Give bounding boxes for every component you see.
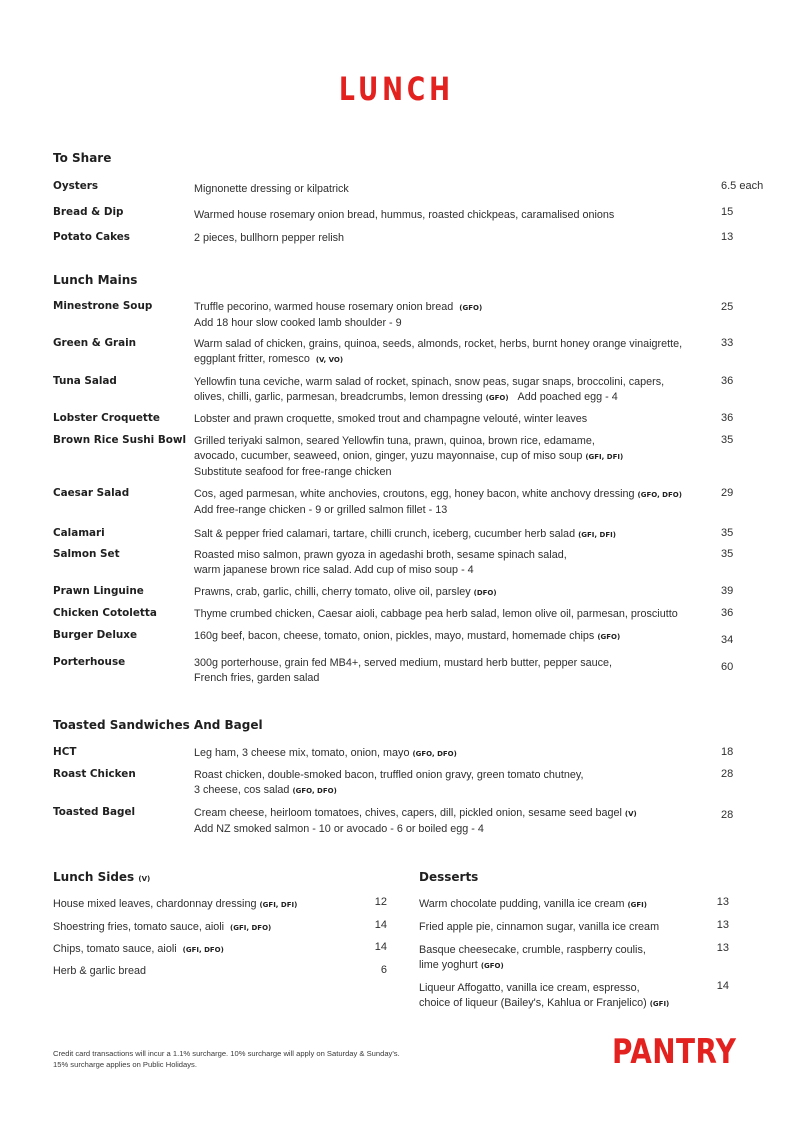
item-description: Grilled teriyaki salmon, seared Yellowfin tuna, prawn, quinoa, brown rice, edamame, avocado, cucumber, seaweed, onion, ginger, yuzu mayonnaise, cup of miso soup (GFI, DFI) Substitute seafood for free-range chicken xyxy=(194,435,624,478)
item-description: Warmed house rosemary onion bread, hummus, roasted chickpeas, caramalised onions xyxy=(194,209,615,221)
item-price: 12 xyxy=(374,896,387,908)
item-price: 35 xyxy=(721,434,734,446)
item-description: 2 pieces, bullhorn pepper relish xyxy=(194,232,345,244)
item-price: 39 xyxy=(721,585,734,597)
item-price: 25 xyxy=(721,301,734,313)
item-name: Prawn Linguine xyxy=(53,585,144,597)
item-price: 28 xyxy=(721,768,734,780)
item-price: 60 xyxy=(721,661,734,673)
item-description: Salt & pepper fried calamari, tartare, chilli crunch, iceberg, cucumber herb salad (GFI, DFI) xyxy=(194,528,616,540)
list-item: Warm chocolate pudding, vanilla ice cream (GFI) xyxy=(419,898,647,910)
section-heading-desserts: Desserts xyxy=(419,870,479,884)
dietary-tag: (GFI, DFO) xyxy=(182,946,224,954)
dietary-tag: (V, VO) xyxy=(315,356,344,364)
section-heading-to-share: To Share xyxy=(53,151,112,165)
list-item: Fried apple pie, cinnamon sugar, vanilla ice cream xyxy=(419,921,660,933)
item-name: Roast Chicken xyxy=(53,768,136,780)
item-price: 14 xyxy=(716,980,729,992)
item-price: 13 xyxy=(716,942,729,954)
surcharge-notice: Credit card transactions will incur a 1.1% surcharge. 10% surcharge will apply on Saturday & Sunday's. 15% surcharge applies on Public Holidays. xyxy=(53,1049,400,1069)
item-name: Caesar Salad xyxy=(53,487,130,499)
item-price: 28 xyxy=(721,809,734,821)
item-price: 6 xyxy=(380,964,387,976)
item-name: Chicken Cotoletta xyxy=(53,607,157,619)
section-heading-lunch-mains: Lunch Mains xyxy=(53,273,138,287)
dietary-tag: (GFI, DFI) xyxy=(578,531,616,539)
item-name: Lobster Croquette xyxy=(53,412,160,424)
dietary-tag: (GFI, DFI) xyxy=(259,901,298,909)
item-description: Truffle pecorino, warmed house rosemary onion bread (GFO) Add 18 hour slow cooked lamb shoulder - 9 xyxy=(194,301,483,329)
item-price: 6.5 each xyxy=(721,180,764,192)
list-item: Chips, tomato sauce, aioli (GFI, DFO) xyxy=(53,943,224,955)
item-description: Roast chicken, double-smoked bacon, truffled onion gravy, green tomato chutney, 3 cheese, cos salad (GFO, DFO) xyxy=(194,769,584,796)
list-item: Liqueur Affogatto, vanilla ice cream, espresso, choice of liqueur (Bailey's, Kahlua or Franjelico) (GFI) xyxy=(419,982,670,1009)
item-price: 13 xyxy=(721,231,734,243)
item-description: Prawns, crab, garlic, chilli, cherry tomato, olive oil, parsley (DFO) xyxy=(194,586,497,598)
item-name: Calamari xyxy=(53,527,105,539)
dietary-tag: (GFI, DFO) xyxy=(230,924,272,932)
item-description: Mignonette dressing or kilpatrick xyxy=(194,183,349,195)
section-heading-toasted: Toasted Sandwiches And Bagel xyxy=(53,718,263,732)
dietary-tag: (GFO, DFO) xyxy=(637,491,682,499)
item-name: Bread & Dip xyxy=(53,206,124,218)
item-description: Cos, aged parmesan, white anchovies, croutons, egg, honey bacon, white anchovy dressing (GFO, DFO) Add free-range chicken - 9 or grilled salmon fillet - 13 xyxy=(194,488,682,516)
list-item: House mixed leaves, chardonnay dressing (GFI, DFI) xyxy=(53,898,298,910)
item-price: 34 xyxy=(721,634,734,646)
item-name: Brown Rice Sushi Bowl xyxy=(53,434,187,446)
item-description: Warm salad of chicken, grains, quinoa, seeds, almonds, rocket, herbs, burnt honey orange vinaigrette, eggplant fritter, romesco (V, VO) xyxy=(194,338,683,365)
item-price: 35 xyxy=(721,548,734,560)
item-name: Toasted Bagel xyxy=(53,806,136,818)
item-price: 14 xyxy=(374,919,387,931)
item-description: 300g porterhouse, grain fed MB4+, served medium, mustard herb butter, pepper sauce, French fries, garden salad xyxy=(194,657,613,684)
dietary-tag: (GFO) xyxy=(485,394,509,402)
item-price: 33 xyxy=(721,337,734,349)
dietary-tag: (GFO, DFO) xyxy=(412,750,457,758)
item-description: Yellowfin tuna ceviche, warm salad of rocket, spinach, snow peas, sugar snaps, broccolini, capers, olives, chilli, garlic, parmesan, breadcrumbs, lemon dressing (GFO) Add poached egg - 4 xyxy=(194,376,665,403)
item-price: 13 xyxy=(716,896,729,908)
item-price: 35 xyxy=(721,527,734,539)
item-description: Leg ham, 3 cheese mix, tomato, onion, mayo (GFO, DFO) xyxy=(194,747,457,759)
item-price: 36 xyxy=(721,607,734,619)
dietary-tag: (GFI) xyxy=(627,901,647,909)
item-description: Lobster and prawn croquette, smoked trout and champagne velouté, winter leaves xyxy=(194,413,588,425)
dietary-tag: (GFO) xyxy=(480,962,504,970)
item-price: 36 xyxy=(721,375,734,387)
section-heading-lunch-sides: Lunch Sides (V) xyxy=(53,870,151,884)
pantry-logo: PANTRY xyxy=(612,1032,737,1072)
dietary-tag: (DFO) xyxy=(473,589,497,597)
item-price: 29 xyxy=(721,487,734,499)
page-title: LUNCH xyxy=(339,70,454,108)
item-price: 18 xyxy=(721,746,734,758)
item-price: 15 xyxy=(721,206,734,218)
list-item: Herb & garlic bread xyxy=(53,965,147,977)
dietary-tag: (GFI) xyxy=(649,1000,670,1008)
dietary-tag: (GFO) xyxy=(597,633,621,641)
item-price: 36 xyxy=(721,412,734,424)
dietary-tag: (GFO) xyxy=(459,304,483,312)
item-name: Porterhouse xyxy=(53,656,126,668)
item-description: Cream cheese, heirloom tomatoes, chives, capers, dill, pickled onion, sesame seed bagel (V) Add NZ smoked salmon - 10 or avocado - 6 or boiled egg - 4 xyxy=(194,807,637,835)
item-price: 14 xyxy=(374,941,387,953)
item-description: 160g beef, bacon, cheese, tomato, onion, pickles, mayo, mustard, homemade chips (GFO) xyxy=(194,630,621,642)
list-item: Basque cheesecake, crumble, raspberry coulis, lime yoghurt (GFO) xyxy=(419,944,646,971)
item-name: Tuna Salad xyxy=(53,375,117,387)
item-name: Salmon Set xyxy=(53,548,120,560)
item-price: 13 xyxy=(716,919,729,931)
item-name: Green & Grain xyxy=(53,337,137,349)
item-description: Roasted miso salmon, prawn gyoza in agedashi broth, sesame spinach salad, warm japanese brown rice salad. Add cup of miso soup - 4 xyxy=(194,549,567,576)
list-item: Shoestring fries, tomato sauce, aioli (GFI, DFO) xyxy=(53,921,272,933)
item-name: Oysters xyxy=(53,180,99,192)
dietary-tag: (GFO, DFO) xyxy=(292,787,337,795)
dietary-tag: (GFI, DFI) xyxy=(585,453,624,461)
dietary-tag: (V) xyxy=(138,875,151,883)
item-description: Thyme crumbed chicken, Caesar aioli, cabbage pea herb salad, lemon olive oil, parmesan, prosciutto xyxy=(194,608,678,620)
item-name: HCT xyxy=(53,746,77,758)
dietary-tag: (V) xyxy=(624,810,637,818)
item-name: Burger Deluxe xyxy=(53,629,138,641)
item-name: Potato Cakes xyxy=(53,231,130,243)
item-name: Minestrone Soup xyxy=(53,300,153,312)
